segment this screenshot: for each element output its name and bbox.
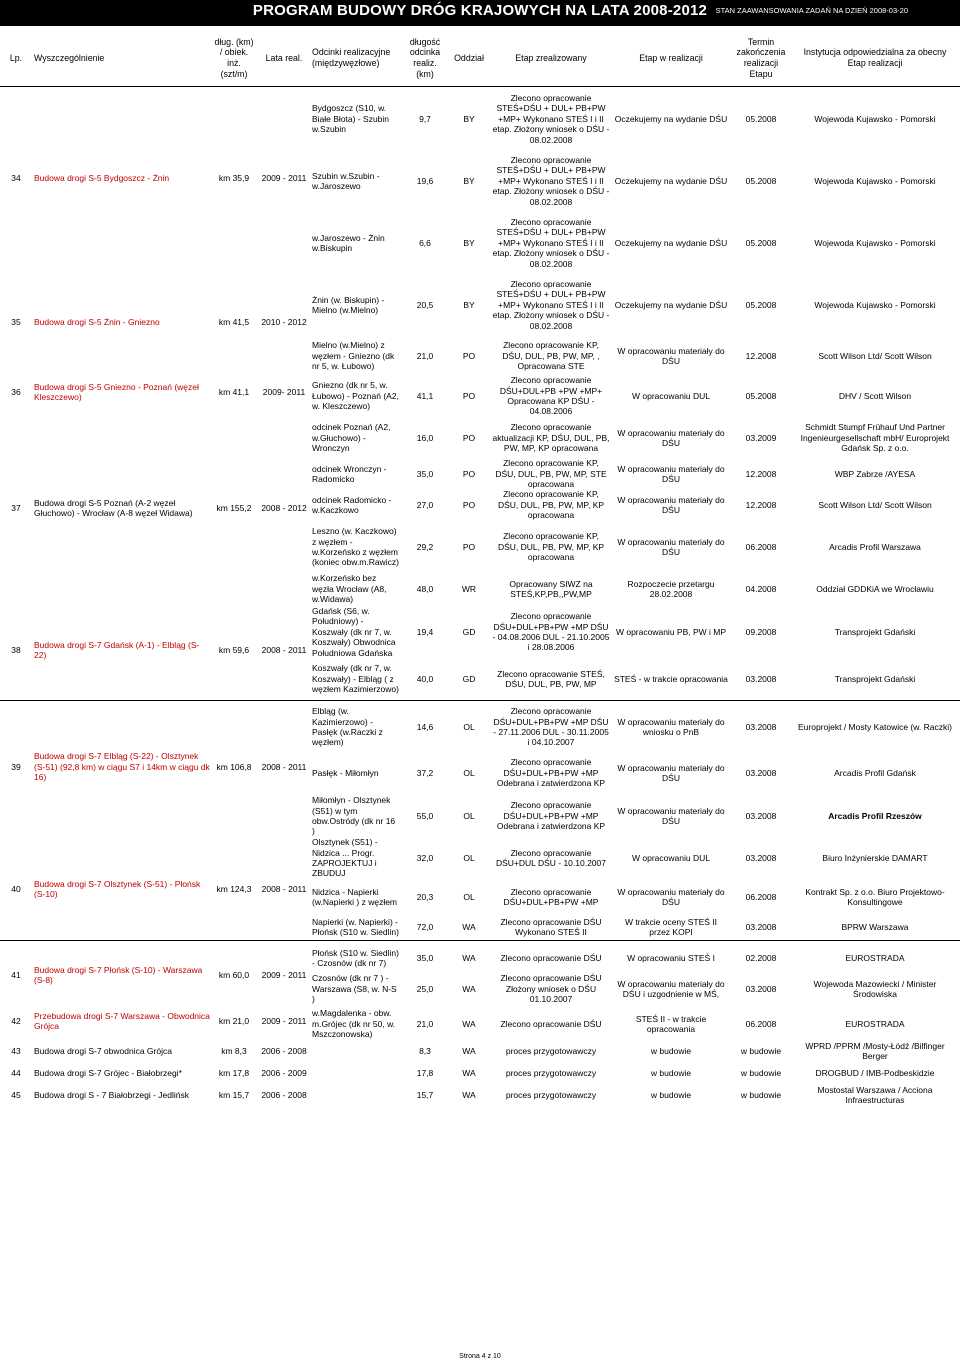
section-length: 21,0	[416, 350, 434, 361]
branch: BY	[463, 299, 475, 310]
section-length: 55,0	[416, 810, 434, 821]
deadline: 05.2008	[745, 299, 777, 310]
task-years: 2006 - 2008	[261, 1089, 307, 1100]
stage-current: w budowie	[650, 1045, 692, 1056]
stage-current: w budowie	[650, 1067, 692, 1078]
section-length: 17,8	[416, 1067, 434, 1078]
deadline: 05.2008	[745, 237, 777, 248]
deadline: 06.2008	[745, 1018, 777, 1029]
section-length: 21,0	[416, 1018, 434, 1029]
stage-done: proces przygotowawczy	[505, 1067, 597, 1078]
branch: WA	[462, 1089, 476, 1100]
task-years: 2009- 2011	[262, 386, 306, 397]
section-name	[310, 1062, 402, 1084]
task-name-extra: (92,8 km)	[60, 761, 96, 772]
stage-done: Zlecono opracowanie KP, DŚU, DUL, PB, PW, MP, , Opracowana STE	[502, 340, 600, 372]
stage-current: W opracowaniu materiały do DŚU	[617, 494, 725, 515]
stage-current: W opracowaniu DUL	[632, 390, 710, 401]
task-years: 2009 - 2011	[261, 1015, 307, 1026]
section-length: 14,6	[416, 721, 434, 732]
task-years: 2009 - 2011	[261, 969, 307, 980]
section-name: Napierki (w. Napierki) - Płońsk (S10 w. Siedlin)	[312, 916, 399, 937]
branch: PO	[462, 541, 476, 552]
col-name: Wyszczególnienie	[34, 52, 105, 63]
divider	[0, 940, 960, 941]
institution: EUROSTRADA	[845, 952, 905, 963]
section-name: Leszno (w. Kaczkowo) z węzłem - w.Korzeńsko z węzłem (koniec obw.m.Rawicz)	[312, 526, 399, 568]
task-lp: 39	[11, 761, 21, 772]
branch: PO	[462, 350, 476, 361]
branch: BY	[463, 113, 475, 124]
task-lp: 44	[11, 1067, 21, 1078]
stage-current: W opracowaniu PB, PW i MP	[615, 626, 727, 637]
section-name	[310, 1040, 402, 1062]
institution: Scott Wilson Ltd/ Scott Wilson	[818, 499, 932, 510]
institution: Arcadis Profil Rzeszów	[828, 810, 922, 821]
institution: Scott Wilson Ltd/ Scott Wilson	[818, 350, 932, 361]
task-lp: 34	[11, 172, 21, 183]
section-length: 20,5	[416, 299, 434, 310]
section-name: Gdańsk (S6, w. Południowy) - Koszwały (dk nr 7, w. Koszwały) Obwodnica Południowa Gdańska	[312, 606, 396, 658]
deadline: 03.2008	[745, 983, 777, 994]
stage-current: W opracowaniu materiały do DŚU i uzgodnienie w MŚ,	[617, 978, 725, 999]
task-length: km 155,2	[216, 502, 252, 513]
section-length: 48,0	[416, 583, 434, 594]
institution: Arcadis Profil Gdańsk	[834, 767, 916, 778]
task-length: km 17,8	[218, 1067, 250, 1078]
stage-done: Zlecono opracowanie DŚU+DUL+PB+PW +MP	[503, 886, 599, 907]
deadline: 03.2009	[745, 432, 777, 443]
section-name: Pasłęk - Miłomłyn	[312, 767, 379, 778]
deadline: w budowie	[740, 1045, 782, 1056]
stage-done: Zlecono opracowanie DŚU+DUL DŚU - 10.10.2007	[495, 847, 606, 868]
deadline: 03.2008	[745, 767, 777, 778]
stage-current: w budowie	[650, 1089, 692, 1100]
section-length: 32,0	[416, 852, 434, 863]
institution: EUROSTRADA	[845, 1018, 905, 1029]
section-length: 19,4	[416, 626, 434, 637]
institution: Arcadis Profil Warszawa	[829, 541, 921, 552]
stage-current: Oczekujemy na wydanie DŚU	[614, 175, 728, 186]
stage-done: Zlecono opracowanie DŚU+DUL+PB+PW +MP DŚU - 04.08.2006 DUL - 21.10.2005 i 28.08.2006	[492, 611, 610, 653]
task-length: km 60,0	[218, 969, 250, 980]
institution: DHV / Scott Wilson	[838, 390, 912, 401]
deadline: 05.2008	[745, 113, 777, 124]
task-name	[32, 752, 212, 782]
col-branch: Oddział	[454, 52, 484, 63]
task-name: Budowa drogi S-5 Bydgoszcz - Żnin	[34, 172, 170, 183]
stage-done: Zlecono opracowanie DŚU+DUL+PB+PW +MP DŚU - 27.11.2006 DUL - 30.11.2005 i 04.10.2007	[493, 706, 609, 748]
stage-current: W opracowaniu materiały do DŚU	[617, 427, 725, 448]
task-name-main: Budowa drogi S-7 Elbląg (S-22) - Olsztynek (S-51)	[34, 751, 199, 772]
task-lp: 40	[11, 883, 21, 894]
branch: PO	[462, 499, 476, 510]
deadline: 12.2008	[745, 468, 777, 479]
col-section: Odcinki realizacyjne (międzywęzłowe)	[312, 47, 391, 68]
section-name	[310, 1084, 402, 1106]
divider	[0, 86, 960, 87]
task-lp: 36	[11, 386, 21, 397]
task-length: km 124,3	[216, 883, 252, 894]
stage-current: W opracowaniu materiały do DŚU	[617, 463, 725, 484]
section-name: Gniezno (dk nr 5, w. Łubowo) - Poznań (A2, w. Kleszczewo)	[312, 380, 399, 412]
institution: DROGBUD / IMB-Podbeskidzie	[815, 1067, 935, 1078]
task-years: 2008 - 2011	[261, 883, 307, 894]
task-length: km 8,3	[221, 1045, 247, 1056]
section-name: Szubin w.Szubin - w.Jaroszewo	[312, 170, 380, 191]
deadline: 03.2008	[745, 921, 777, 932]
section-length: 37,2	[416, 767, 434, 778]
col-stage-done: Etap zrealizowany	[515, 52, 587, 63]
page-number: Strona 4 z 10	[459, 1353, 501, 1360]
stage-current: STEŚ II - w trakcie opracowania	[635, 1013, 707, 1034]
stage-current: W opracowaniu materiały do DŚU	[617, 536, 725, 557]
branch: BY	[463, 175, 475, 186]
section-length: 19,6	[416, 175, 434, 186]
stage-current: W opracowaniu materiały do DŚU	[617, 805, 725, 826]
task-name: Budowa drogi S-7 Gdańsk (A-1) - Elbląg (S-22)	[34, 639, 200, 660]
stage-done: Zlecono opracowanie KP, DŚU, DUL, PB, PW, MP, KP opracowana	[497, 489, 605, 521]
task-length: km 106,8	[216, 761, 252, 772]
stage-done: Zlecono opracowanie STEŚ+DŚU + DUL+ PB+PW +MP+ Wykonano STEŚ I i II etap. Złożony wniosek o DŚU - 08.02.2008	[492, 279, 610, 331]
task-length: km 35,9	[218, 172, 250, 183]
task-lp: 38	[11, 644, 21, 655]
deadline: 02.2008	[745, 952, 777, 963]
stage-current: Rozpoczecie przetargu 28.02.2008	[627, 578, 715, 599]
deadline: 03.2008	[745, 810, 777, 821]
task-length: km 41,1	[218, 386, 250, 397]
deadline: 05.2008	[745, 390, 777, 401]
task-name: Budowa drogi S-7 Płońsk (S-10) - Warszawa (S-8)	[34, 964, 203, 985]
stage-done: Opracowany SIWZ na STEŚ,KP,PB,,PW,MP	[509, 578, 593, 599]
task-years: 2008 - 2011	[261, 644, 307, 655]
task-name: Budowa drogi S-7 Olsztynek (S-51) - Płońsk (S-10)	[34, 878, 201, 899]
institution: BPRW Warszawa	[841, 921, 909, 932]
section-length: 72,0	[416, 921, 434, 932]
deadline: 03.2008	[745, 852, 777, 863]
branch: WR	[461, 583, 477, 594]
stage-current: Oczekujemy na wydanie DŚU	[614, 113, 728, 124]
branch: PO	[462, 390, 476, 401]
task-lp: 35	[11, 316, 21, 327]
stage-done: Zlecono opracowanie STEŚ+DŚU + DUL+ PB+PW +MP+ Wykonano STEŚ I i II etap. Złożony wniosek o DŚU - 08.02.2008	[492, 217, 610, 269]
stage-done: Zlecono opracowanie KP, DŚU, DUL, PB, PW, MP, STE opracowana	[495, 458, 607, 490]
deadline: 06.2008	[745, 891, 777, 902]
stage-done: Zlecono opracowanie DŚU+DUL+PB+PW +MP Odebrana i zatwierdzona KP	[496, 757, 606, 789]
stage-done: Zlecono opracowanie DŚU+DUL+PB +PW +MP+ Opracowana KP DŚU - 04.08.2006	[499, 375, 603, 417]
institution: Schmidt Stumpf Frühauf Und Partner Ingenieurgesellschaft mbH/ Europrojekt Gdańsk Sp. z o.o.	[800, 422, 950, 454]
col-lp: Lp.	[9, 52, 23, 63]
section-length: 29,2	[416, 541, 434, 552]
branch: GD	[462, 673, 476, 684]
task-years: 2009 - 2011	[261, 172, 307, 183]
stage-done: Zlecono opracowanie aktualizacji KP, DŚU, DUL, PB, PW, MP, KP opracowana	[492, 422, 610, 454]
task-years: 2008 - 2011	[261, 761, 307, 772]
stage-current: Oczekujemy na wydanie DŚU	[614, 237, 728, 248]
stage-current: W opracowaniu materiały do DŚU	[617, 886, 725, 907]
stage-done: Zlecono opracowanie DŚU Złożony wniosek o DŚU 01.10.2007	[500, 973, 602, 1005]
section-name: Elbląg (w. Kazimierzowo) - Pasłęk (w.Raczki z węzłem)	[312, 706, 383, 748]
section-length: 40,0	[416, 673, 434, 684]
stage-current: W trakcie oceny STEŚ II przez KOPI	[624, 916, 718, 937]
deadline: 03.2008	[745, 721, 777, 732]
task-name: Budowa drogi S-7 obwodnica Grójca	[34, 1045, 172, 1056]
branch: OL	[463, 852, 475, 863]
col-length: dług. (km) / obiek. inż. (szt/m)	[214, 36, 254, 79]
stage-done: Zlecono opracowanie DŚU Wykonano STEŚ II	[500, 916, 602, 937]
stage-current: W opracowaniu materiały do DŚU	[617, 345, 725, 366]
task-years: 2010 - 2012	[261, 316, 307, 327]
task-name: Budowa drogi S-5 Gniezno - Poznań (węzeł Kleszczewo)	[34, 381, 199, 402]
institution: Transprojekt Gdański	[834, 626, 916, 637]
task-name: Budowa drogi S-5 Żnin - Gniezno	[34, 316, 160, 327]
section-name: Żnin (w. Biskupin) - Mielno (w.Mielno)	[312, 294, 385, 315]
stage-done: Zlecono opracowanie STEŚ, DŚU, DUL, PB, PW, MP	[497, 668, 605, 689]
task-length: km 59,6	[218, 644, 250, 655]
institution: Kontrakt Sp. z o.o. Biuro Projektowo-Konsultingowe	[805, 886, 945, 907]
branch: WA	[462, 983, 476, 994]
divider	[0, 700, 960, 701]
section-name: Płońsk (S10 w. Siedlin) - Czosnów (dk nr 7)	[312, 947, 399, 968]
section-name: Olsztynek (S51) - Nidzica ... Progr. ZAPROJEKTUJ i ZBUDUJ	[312, 837, 378, 879]
section-length: 6,6	[419, 237, 431, 248]
institution: Wojewoda Mazowiecki / Minister Środowiska	[813, 978, 937, 999]
institution: Wojewoda Kujawsko - Pomorski	[814, 237, 936, 248]
institution: Biuro Inżynierskie DAMART	[822, 852, 928, 863]
section-length: 35,0	[416, 468, 434, 479]
deadline: 03.2008	[745, 673, 777, 684]
stage-done: Zlecono opracowanie DŚU	[500, 952, 602, 963]
institution: Wojewoda Kujawsko - Pomorski	[814, 113, 936, 124]
task-years: 2008 - 2012	[261, 502, 307, 513]
stage-done: Zlecono opracowanie DŚU+DUL+PB+PW +MP Odebrana i zatwierdzona KP	[496, 800, 606, 832]
deadline: 12.2008	[745, 350, 777, 361]
stage-done: Zlecono opracowanie DŚU	[500, 1018, 602, 1029]
institution: WPRD /PPRM /Mosty-Łódź /Bilfinger Berger	[805, 1040, 945, 1061]
stage-current: Oczekujemy na wydanie DŚU	[614, 299, 728, 310]
section-name: Miłomłyn - Olsztynek (S51) w tym obw.Ostródy (dk nr 16 )	[312, 795, 396, 837]
task-name-suffix: w ciągu S7 i 14km w ciągu dk 16)	[34, 761, 210, 783]
task-lp: 45	[11, 1089, 21, 1100]
branch: WA	[462, 1067, 476, 1078]
section-name: w.Korzeńsko bez węzła Wrocław (A8, w.Widawa)	[312, 573, 387, 605]
stage-current: W opracowaniu DUL	[632, 852, 710, 863]
page-title: PROGRAM BUDOWY DRÓG KRAJOWYCH NA LATA 2008-2012	[252, 2, 708, 19]
branch: OL	[463, 810, 475, 821]
stage-current: W opracowaniu materiały do DŚU	[617, 762, 725, 783]
section-name: odcinek Wronczyn - Radomicko	[312, 463, 387, 484]
branch: WA	[462, 952, 476, 963]
deadline: 09.2008	[745, 626, 777, 637]
stage-done: Zlecono opracowanie STEŚ+DŚU + DUL+ PB+PW +MP+ Wykonano STEŚ I i II etap. Złożony wniosek o DŚU - 08.02.2008	[492, 155, 610, 207]
task-length: km 21,0	[218, 1015, 250, 1026]
section-length: 8,3	[419, 1045, 431, 1056]
stage-done: Zlecono opracowanie STEŚ+DŚU + DUL+ PB+PW +MP+ Wykonano STEŚ I i II etap. Złożony wniosek o DŚU - 08.02.2008	[492, 93, 610, 145]
branch: OL	[463, 721, 475, 732]
branch: BY	[463, 237, 475, 248]
section-name: Nidzica - Napierki (w.Napierki ) z węzłem	[312, 886, 398, 907]
stage-done: proces przygotowawczy	[505, 1045, 597, 1056]
deadline: w budowie	[740, 1067, 782, 1078]
section-length: 25,0	[416, 983, 434, 994]
section-name: Mielno (w.Mielno) z węzłem - Gniezno (dk nr 5, w. Łubowo)	[312, 340, 395, 372]
branch: WA	[462, 1018, 476, 1029]
task-name: Przebudowa drogi S-7 Warszawa - Obwodnica Grójca	[34, 1010, 210, 1031]
section-length: 20,3	[416, 891, 434, 902]
col-stage-current: Etap w realizacji	[639, 52, 703, 63]
branch: OL	[463, 891, 475, 902]
institution: Europrojekt / Mosty Katowice (w. Raczki)	[798, 721, 952, 732]
task-years: 2006 - 2009	[261, 1067, 307, 1078]
institution: Oddział GDDKiA we Wrocławiu	[816, 583, 934, 594]
task-lp: 37	[11, 502, 21, 513]
deadline: 12.2008	[745, 499, 777, 510]
section-length: 15,7	[416, 1089, 434, 1100]
branch: OL	[463, 767, 475, 778]
branch: PO	[462, 432, 476, 443]
institution: Transprojekt Gdański	[834, 673, 916, 684]
col-deadline: Termin zakończenia realizacji Etapu	[736, 36, 786, 79]
task-length: km 41,5	[218, 316, 250, 327]
deadline: w budowie	[740, 1089, 782, 1100]
section-name: odcinek Poznań (A2, w.Głuchowo) - Wronczyn	[312, 422, 391, 454]
section-name: Czosnów (dk nr 7 ) - Warszawa (S8, w. N-S )	[312, 973, 397, 1005]
status-date: STAN ZAAWANSOWANIA ZADAŃ NA DZIEŃ 2008-03-20	[715, 6, 908, 15]
top-banner	[0, 0, 960, 26]
section-length: 9,7	[419, 113, 431, 124]
institution: Wojewoda Kujawsko - Pomorski	[814, 175, 936, 186]
col-sec-length: długość odcinka realiz. (km)	[409, 36, 441, 79]
task-lp: 41	[11, 969, 21, 980]
stage-current: W opracowaniu STEŚ I	[627, 952, 715, 963]
deadline: 04.2008	[745, 583, 777, 594]
task-lp: 43	[11, 1045, 21, 1056]
section-length: 16,0	[416, 432, 434, 443]
section-length: 27,0	[416, 499, 434, 510]
institution: Mostostal Warszawa / Acciona Infraestructuras	[817, 1084, 933, 1105]
task-years: 2006 - 2008	[261, 1045, 307, 1056]
section-name: Bydgoszcz (S10, w. Białe Błota) - Szubin w.Szubin	[312, 103, 390, 135]
stage-done: Zlecono opracowanie KP, DŚU, DUL, PB, PW, MP, KP opracowana	[497, 531, 605, 563]
stage-done: proces przygotowawczy	[505, 1089, 597, 1100]
section-name: Koszwały (dk nr 7, w. Koszwały) - Elbląg ( z węzłem Kazimierzowo)	[312, 663, 399, 695]
task-name: Budowa drogi S-7 Grójec - Białobrzegi*	[34, 1067, 182, 1078]
col-institution: Instytucja odpowiedzialna za obecny Etap realizacji	[803, 47, 947, 68]
task-name: Budowa drogi S-5 Poznań (A-2 węzeł Głuchowo) - Wrocław (A-8 węzeł Widawa)	[34, 497, 193, 518]
deadline: 05.2008	[745, 175, 777, 186]
task-name: Budowa drogi S - 7 Białobrzegi - Jedlińsk	[34, 1089, 189, 1100]
stage-current: STEŚ - w trakcie opracowania	[614, 673, 728, 684]
section-name: w.Magdalenka - obw. m.Grójec (dk nr 50, w. Mszczonowska)	[312, 1008, 396, 1040]
task-length: km 15,7	[218, 1089, 250, 1100]
institution: Wojewoda Kujawsko - Pomorski	[814, 299, 936, 310]
task-lp: 42	[11, 1015, 21, 1026]
branch: GD	[462, 626, 476, 637]
institution: WBP Zabrze /AYESA	[834, 468, 916, 479]
section-length: 35,0	[416, 952, 434, 963]
branch: WA	[462, 921, 476, 932]
section-name: w.Jaroszewo - Żnin w.Biskupin	[312, 232, 385, 253]
stage-current: W opracowaniu materiały do wniosku o PnB	[617, 716, 725, 737]
branch: PO	[462, 468, 476, 479]
branch: WA	[462, 1045, 476, 1056]
section-length: 41,1	[416, 390, 434, 401]
section-name: odcinek Radomicko - w.Kaczkowo	[312, 494, 392, 515]
deadline: 06.2008	[745, 541, 777, 552]
col-years: Lata real.	[265, 52, 303, 63]
